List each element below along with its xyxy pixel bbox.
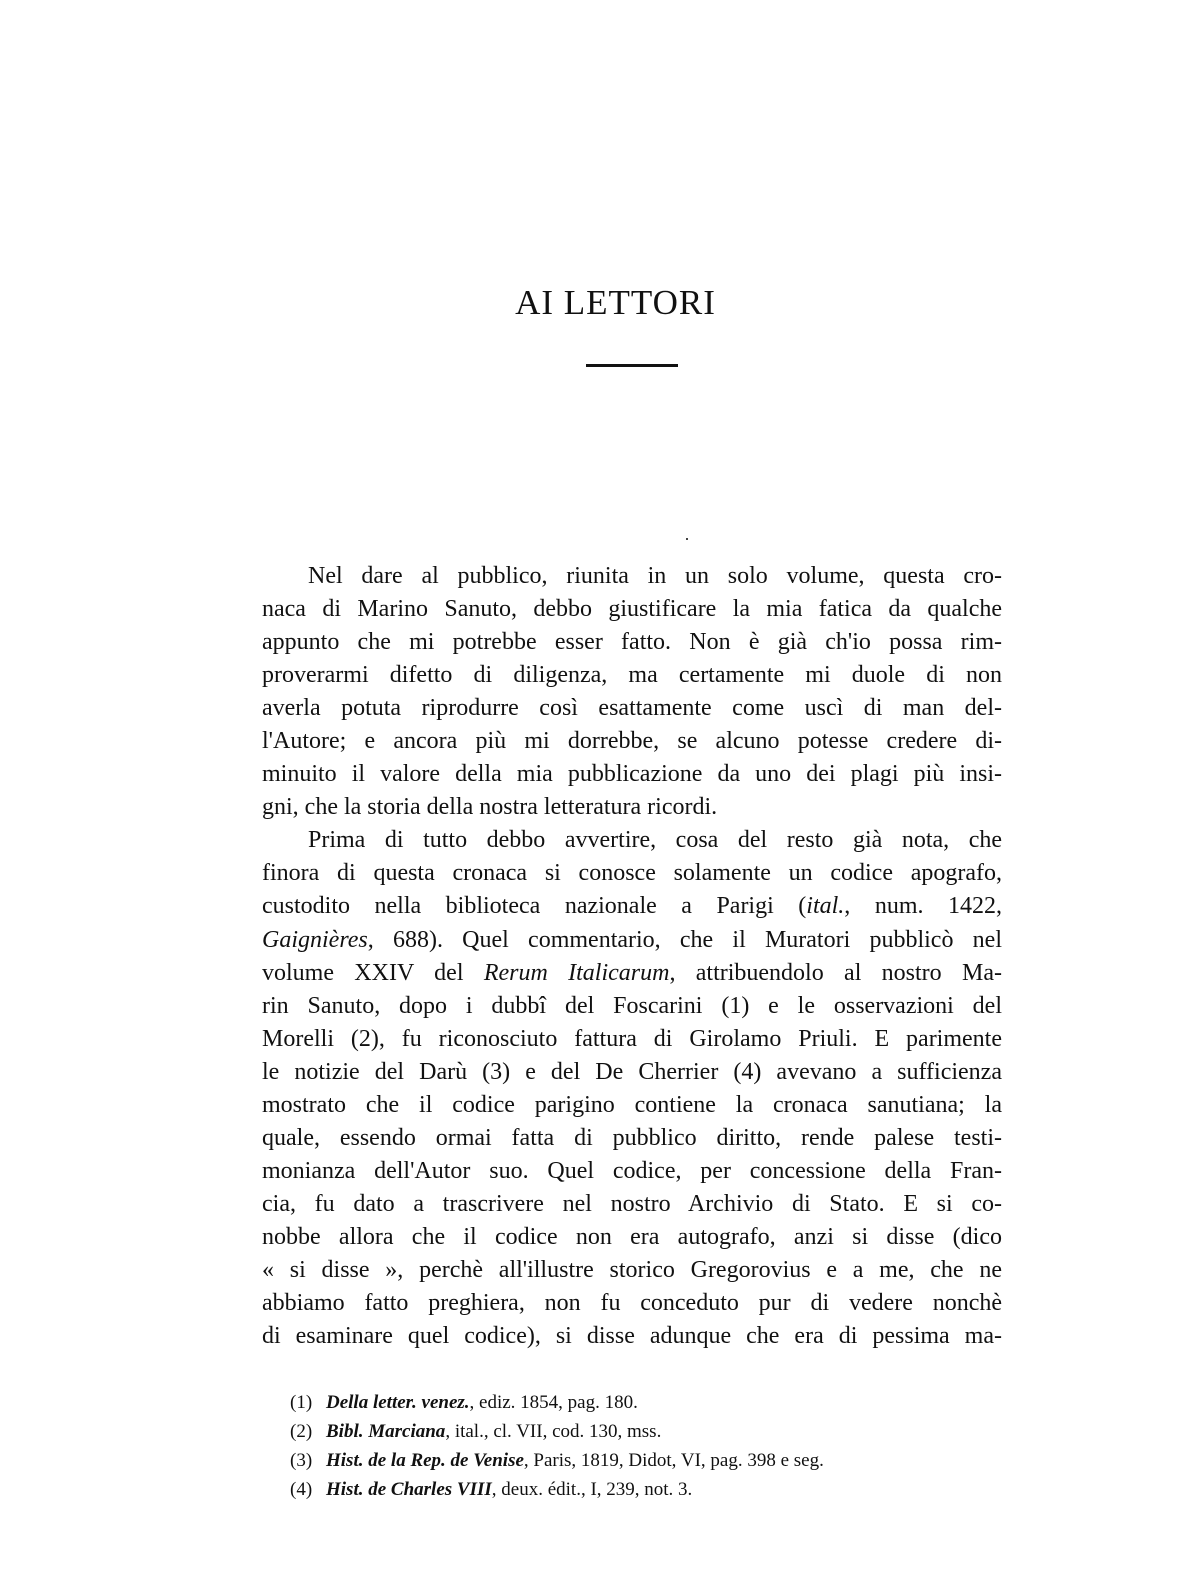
text-line: Morelli (2), fu riconosciuto fattura di Girolamo Priuli. E parimente [262,1025,1002,1052]
footnote-text: , Paris, 1819, Didot, VI, pag. 398 e seg. [523,1450,824,1471]
footnote [290,1388,1010,1417]
footnote-number: (1) [290,1392,313,1413]
footnote [290,1446,1010,1475]
text-line: l'Autore; e ancora più mi dorrebbe, se alcuno potesse credere di- [262,728,1002,755]
text-line: rin Sanuto, dopo i dubbî del Foscarini (1) e le osservazioni del [262,992,1002,1019]
footnotes [290,1388,1010,1504]
footnote-text: , ediz. 1854, pag. 180. [469,1392,638,1413]
footnote-title: Della letter. venez. [326,1392,470,1413]
print-speck [686,538,688,540]
text-line: finora di questa cronaca si conosce solamente un codice apografo, [262,860,1002,887]
text-line: Prima di tutto debbo avvertire, cosa del resto già nota, che [308,827,1002,854]
text-line: naca di Marino Sanuto, debbo giustificare la mia fatica da qualche [262,596,1002,623]
text-line: nobbe allora che il codice non era autografo, anzi si disse (dico [262,1223,1002,1250]
text-line: di esaminare quel codice), si disse adunque che era di pessima ma- [262,1323,1002,1350]
title-rule [586,364,678,367]
italic-segment: Gaignières [262,926,368,953]
text-line: appunto che mi potrebbe esser fatto. Non è già ch'io possa rim- [262,629,1002,656]
text-line [262,890,1002,923]
text-line: Nel dare al pubblico, riunita in un solo volume, questa cro- [308,563,1002,589]
footnote-number: (2) [290,1421,313,1442]
text-line [262,957,1002,990]
text-line: mostrato che il codice parigino contiene la cronaca sanutiana; la [262,1091,1002,1118]
text-line: monianza dell'Autor suo. Quel codice, per concessione della Fran- [262,1157,1002,1184]
footnote-title: Hist. de Charles VIII [326,1479,492,1500]
text-segment: volume XXIV del [262,959,484,986]
body-text [262,560,1002,1353]
footnote-number: (4) [290,1479,313,1500]
footnote-number: (3) [290,1450,313,1471]
text-segment: , 688). Quel commentario, che il Muratori pubblicò nel [367,926,1002,953]
text-line: abbiamo fatto preghiera, non fu conceduto pur di vedere nonchè [262,1290,1002,1317]
page-title: AI LETTORI [515,283,716,322]
footnote-text: , deux. édit., I, 239, not. 3. [491,1479,693,1500]
text-line: quale, essendo ormai fatta di pubblico diritto, rende palese testi- [262,1124,1002,1151]
italic-segment: Rerum Italicarum [483,959,670,986]
text-line: cia, fu dato a trascrivere nel nostro Archivio di Stato. E si co- [262,1190,1002,1217]
footnote [290,1475,1010,1504]
footnote-title: Hist. de la Rep. de Venise [326,1450,524,1471]
text-line: le notizie del Darù (3) e del De Cherrier (4) avevano a sufficienza [262,1058,1002,1085]
text-segment: , num. 1422, [844,893,1002,920]
footnote-title: Bibl. Marciana [326,1421,446,1442]
text-segment: custodito nella biblioteca nazionale a Parigi ( [262,893,807,920]
text-line: gni, che la storia della nostra letteratura ricordi. [262,794,718,821]
footnote-text: , ital., cl. VII, cod. 130, mss. [445,1421,662,1442]
text-line: proverarmi difetto di diligenza, ma certamente mi duole di non [262,662,1002,689]
text-line: minuito il valore della mia pubblicazione da uno dei plagi più insi- [262,761,1002,788]
text-line: « si disse », perchè all'illustre storico Gregorovius e a me, che ne [262,1256,1002,1283]
italic-segment: ital. [806,893,845,920]
text-line [262,924,1002,957]
text-line: averla potuta riprodurre così esattamente come uscì di man del- [262,695,1002,722]
footnote [290,1417,1010,1446]
text-segment: , attribuendolo al nostro Ma- [669,959,1002,986]
